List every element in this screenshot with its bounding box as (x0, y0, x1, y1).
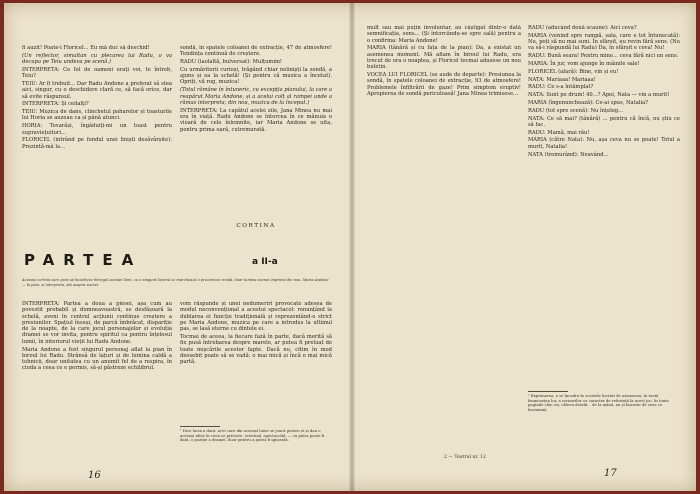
dialogue-line: Maria Andone a fost singurul personaj aflat la pian în biroul lui Radu. Strânsă de lațuri și de lumina caldă a tehnicii, doar unitatea cu un anumit fel de a respira, în ciuda a ceea ce e permis, să-și păstreze echilibrul. (22, 346, 172, 372)
text-line: fi auzit! Poate-i Floricel... Eu mă duc să deschid! (22, 45, 150, 51)
dialogue-line: INTERPRETA: Și ceilalți? (22, 101, 89, 108)
dialogue-line: INTERPRETA: Ce fel de oameni erați voi, te întreb, Teiu? (22, 66, 172, 80)
dialogue-line: sondă, în spatele coloanei de extracție, 47 de atmosfere! Tendința continuă de creștere. (180, 45, 332, 58)
book-gutter (349, 3, 355, 491)
dialogue-line: NATA: Mariaaa! Mariaaa! (528, 76, 596, 83)
left-page-column-2-top (180, 45, 332, 215)
dialogue-line: MARIA (către Nata): Nu, așa ceva nu se poate! Totul a murit, Natalia! (528, 137, 680, 150)
dialogue-line: TEIU: Muzica de dans, clinchetul paharelor și toasturile lui Horia se auzeau ca și până atunci. (22, 109, 172, 122)
stage-direction: (Un reflector, simultan cu plecarea lui Radu, o va decupa pe Teiu undeva pe scenă.) (22, 52, 172, 66)
left-footnote: ¹ Deci lucia a dară: acei care din aceeași lume se joacă pentru ei și dau o aceeași ideie în ceea ce privește, eventual, spectacolul, — ca piesa poate fi dată, o poziție a dramei, doar pentru a putea fi ignorată. (180, 429, 325, 443)
dialogue-line: NATA (tremurând): Neavând... (528, 151, 609, 158)
page-number-right: 17 (604, 468, 617, 479)
right-page-column-1 (367, 25, 521, 445)
footnote-rule (180, 426, 220, 427)
dialogue-line: MARIA (venind spre rampă, sala, care e tot întunecată): Nu, poți să nu mai suni. În sfârșit, eu revin fără sens. (Nu va să-i răspundă lui Radu) Da, în sfârșit e ceva! Nu! (528, 32, 680, 52)
book-spread (4, 3, 696, 491)
act-number: a II-a (252, 257, 278, 267)
dialogue-line: mult sau mai puțin involuntar, au câștigat dintr-o dată semnificația, sens... (Și întorcându-se spre sală) pentru a o confirma: Maria Andone! (367, 25, 521, 44)
left-page-column-1-bottom (22, 301, 172, 449)
footnote-rule (528, 391, 568, 392)
dialogue-line: FLORICEL (afară): Bine, vin și eu! (528, 68, 619, 75)
dialogue-line: RADU (laolaltă, bulversat): Mulțumim! (180, 59, 282, 66)
running-foot: 2 — Teatrul nr. 12 (444, 455, 486, 460)
dialogue-line: MARIA: În jur, vom ajunge în mâinile sale! (528, 60, 640, 67)
dialogue-line: Tocmai de aceea, la fiecare fază în parte, dacă merită să fie pusă întrebarea despre marele, ar putea fi preluat de toate mișcările acestor fapte. Dacă nu, citim în mod deosebit poate să se vadă: o mai mică și încă o mai mică partă. (180, 333, 332, 366)
dialogue-line: INTERPRETA: La capătul acelei zile, Jana Minea nu mai era în viață. Radu Andone se întorcea în ce mânuia o vioară de cele înlemnite, iar Maria Andone se uita, pentru prima oară, cutremurată. (180, 107, 332, 133)
dialogue-line: RADU (tot spre scenă): Nu înțeleg... (528, 107, 624, 114)
dialogue-line: TEIU: Ar fi trebuit... Dar Radu Andone a preferat să stea aici, singur, cu o deschidere clară ce, să facă orice, dar să evite răspunsul. (22, 80, 172, 100)
right-footnote: ² Exprimarea, a se încadra în scurtele lucrări de asemenea, în toată frumusețea lor, a scrisorilor cu caracter de referință la acest joc, în toate paginile clar, nu, câteva detalii... de la mână, au și bucurie de ceea ce înseamnă. (528, 394, 669, 412)
dialogue-line: FLORICEL (intrând pe fondul unei liniști desăvârșite): Prezintă-mă la... (22, 137, 172, 150)
dialogue-line: RADU: Bună seara! Pentru mine... ceva fără nici un sens. (528, 53, 679, 60)
dialogue-line: RADU: Mamă, mai rău! (528, 129, 590, 136)
cortina-block (180, 217, 332, 231)
setting-note: Aceeași cortină care pară să încadreze întregul acestei lumi, cu o singură lumină ce marchează o prezentare ireală, doar lumina scenei imprimă din nou. Maria Andone — la pian, și interpreta, stă asupra scenei. (22, 278, 329, 287)
dialogue-line: NATA: Sunt pe drum! 40...? Apoi, Nata — vin a murit! (528, 92, 670, 99)
cortina-label: CORTINA (236, 223, 276, 229)
left-page-column-1-top (22, 45, 172, 240)
dialogue-line: RADU (aducând două scaune): Aici ceva? (528, 25, 637, 31)
dialogue-line: vom răspunde și unei nedumeriri provocate adesea de modul neconvențional a acestui spectacol: renunțând la dublarea ei funcție tradițională și reprezentând-o strict pe Maria Andone, muzica pe care a introdus la ultimul pas, se lasă eterne cu dintele ei. (180, 301, 332, 333)
dialogue-line: INTERPRETA: Partea a doua a piesei, așa cum au povestit probabil și dumneavoastră, se desfășoară la schelă, aveni în centrul acțiunii continue creștere a presiunilor. Spațiul însuși, de parcă îmbrăcat, dispariție de la noapte, de la care jocul personajelor și evoluția dramei se vor invita, pentru spiritul ca pentru înțelesul lumii, în interiorul vieții lui Radu Andone. (22, 301, 172, 345)
left-page-column-2-bottom (180, 301, 332, 421)
dialogue-line: Cu urmăritorii curioși, trăgând chiar nelinișți la sondă, a ajuns și ea la schelă! (Și pentru că muzica a încetat). Opriți, vă rog, muzica! (180, 66, 332, 86)
stage-direction: (Totul rămâne în întuneric, cu excepția pianului, la care a reapărut Maria Andone, și a acelui colț al rampei unde a rămas interpreta; din nou, muzica de la început.) (180, 87, 332, 106)
dialogue-line: RADU: Ce s-a întâmplat? (528, 84, 594, 91)
act-title: PARTEA (24, 251, 143, 269)
dialogue-line: VOCEA LUI FLORICEL (se aude de departe): Presiunea la sondă, în spatele coloanei de extracție, 93 de atmosfere! Problemele înfiltrării de gaze! Prim simptom eruptiv! Apropierea de sondă periculoasă! Jana Minea trimisese... (367, 72, 521, 97)
page-number-left: 16 (88, 470, 101, 481)
dialogue-line: MARIA (tânără și cu fața de la pian): Da, a existat un asemenea moment. Mă aflam în biroul lui Radu, era trecut de ora o noaptea, și Floricel tocmai adusese un nou buletin. (367, 45, 521, 71)
dialogue-line: HORIA: Tovarăși, îngăduiți-mi un toast pentru supraviețuitori... (22, 123, 172, 136)
dialogue-line: NATA: Ce să mai? (tânără) ... pentru că încă, nu știu ce să fac. (528, 115, 680, 128)
dialogue-line: MARIA (îngenunchează): Ce-ai spus, Natalia? (528, 99, 648, 106)
right-page-column-2 (528, 25, 680, 385)
